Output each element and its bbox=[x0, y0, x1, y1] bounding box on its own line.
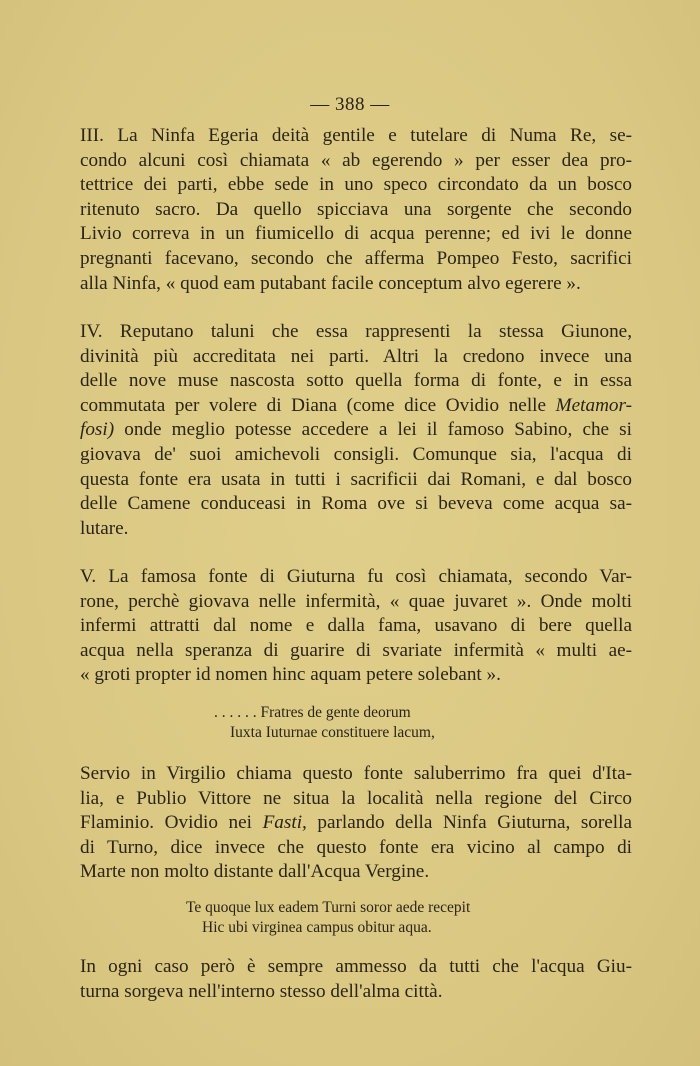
text-line: III. La Ninfa Egeria deità gentile e tutelare di Numa Re, se- bbox=[80, 125, 632, 146]
text-line: delle Camene conduceasi in Roma ove si beveva come acqua sa- bbox=[80, 493, 632, 515]
text-line: acqua nella speranza di guarire di svariate infermità « multi ae- bbox=[80, 639, 632, 661]
text-line: « groti propter id nomen hinc aquam petere solebant ». bbox=[80, 664, 501, 686]
text-line: divinità più accreditata nei parti. Altri la credono invece una bbox=[80, 345, 632, 367]
paragraph-servio bbox=[80, 762, 632, 885]
text-segment: parlando della Ninfa Giuturna, sorella bbox=[306, 812, 632, 834]
text-line: Servio in Virgilio chiama questo fonte saluberrimo fra quei d'Ita- bbox=[80, 763, 632, 784]
italic-title: Fasti, bbox=[262, 812, 307, 834]
text-line: alla Ninfa, « quod eam putabant facile conceptum alvo egerere ». bbox=[80, 272, 581, 294]
text-line: ritenuto sacro. Da quello spicciava una sorgente che secondo bbox=[80, 198, 632, 220]
text-segment: onde meglio potesse accedere a lei il famoso Sabino, che si bbox=[114, 419, 632, 441]
text-line: di Turno, dice invece che questo fonte era vicino al campo di bbox=[80, 836, 632, 858]
text-line: In ogni caso però è sempre ammesso da tutti che l'acqua Giu- bbox=[80, 956, 632, 977]
text-line: pregnanti facevano, secondo che afferma Pompeo Festo, sacrifici bbox=[80, 247, 632, 269]
text-line: condo alcuni così chiamata « ab egerendo » per esser dea pro- bbox=[80, 149, 632, 171]
italic-title: Metamor- bbox=[555, 394, 632, 416]
paragraph-v bbox=[80, 565, 632, 688]
text-line-with-italic bbox=[80, 811, 632, 836]
quote-line: Te quoque lux eadem Turni soror aede recepit bbox=[186, 899, 471, 916]
paragraph-iii bbox=[80, 124, 632, 296]
text-line-with-italic bbox=[80, 394, 632, 419]
quote-line: Hic ubi virginea campus obitur aqua. bbox=[202, 919, 432, 936]
quote-line: Iuxta Iuturnae constituere lacum, bbox=[230, 724, 435, 741]
latin-quote bbox=[186, 898, 470, 938]
text-line: tettrice dei parti, ebbe sede in uno speco circondato da un bosco bbox=[80, 174, 632, 196]
text-segment: commutata per volere di Diana (come dice Ovidio nelle bbox=[80, 394, 556, 416]
paragraph-final bbox=[80, 955, 632, 1004]
text-line: giovava de' suoi amichevoli consigli. Comunque sia, l'acqua di bbox=[80, 443, 632, 465]
text-line-with-italic bbox=[80, 418, 632, 443]
italic-title: fosi) bbox=[80, 419, 115, 441]
text-line: rone, perchè giovava nelle infermità, « quae juvaret ». Onde molti bbox=[80, 590, 632, 612]
text-line: questa fonte era usata in tutti i sacrificii dai Romani, e dal bosco bbox=[80, 468, 632, 490]
text-line: V. La famosa fonte di Giuturna fu così chiamata, secondo Var- bbox=[80, 566, 632, 587]
text-line: delle nove muse nascosta sotto quella forma di fonte, e in essa bbox=[80, 370, 632, 392]
quote-line: . . . . . . Fratres de gente deorum bbox=[214, 704, 411, 721]
text-line: lutare. bbox=[80, 517, 129, 539]
text-line: turna sorgeva nell'interno stesso dell'alma città. bbox=[80, 980, 443, 1002]
text-line: IV. Reputano taluni che essa rappresenti la stessa Giunone, bbox=[80, 321, 632, 342]
text-line: Marte non molto distante dall'Acqua Vergine. bbox=[80, 861, 430, 883]
text-line: Livio correva in un fiumicello di acqua perenne; ed ivi le donne bbox=[80, 223, 632, 245]
latin-quote bbox=[214, 703, 435, 743]
text-line: infermi attratti dal nome e dalla fama, usavano di bere quella bbox=[80, 615, 632, 637]
paragraph-iv bbox=[80, 320, 632, 541]
text-line: lia, e Publio Vittore ne situa la località nella regione del Circo bbox=[80, 787, 632, 809]
page-number: — 388 — bbox=[310, 94, 390, 115]
text-segment: Flaminio. Ovidio nei bbox=[80, 812, 263, 834]
